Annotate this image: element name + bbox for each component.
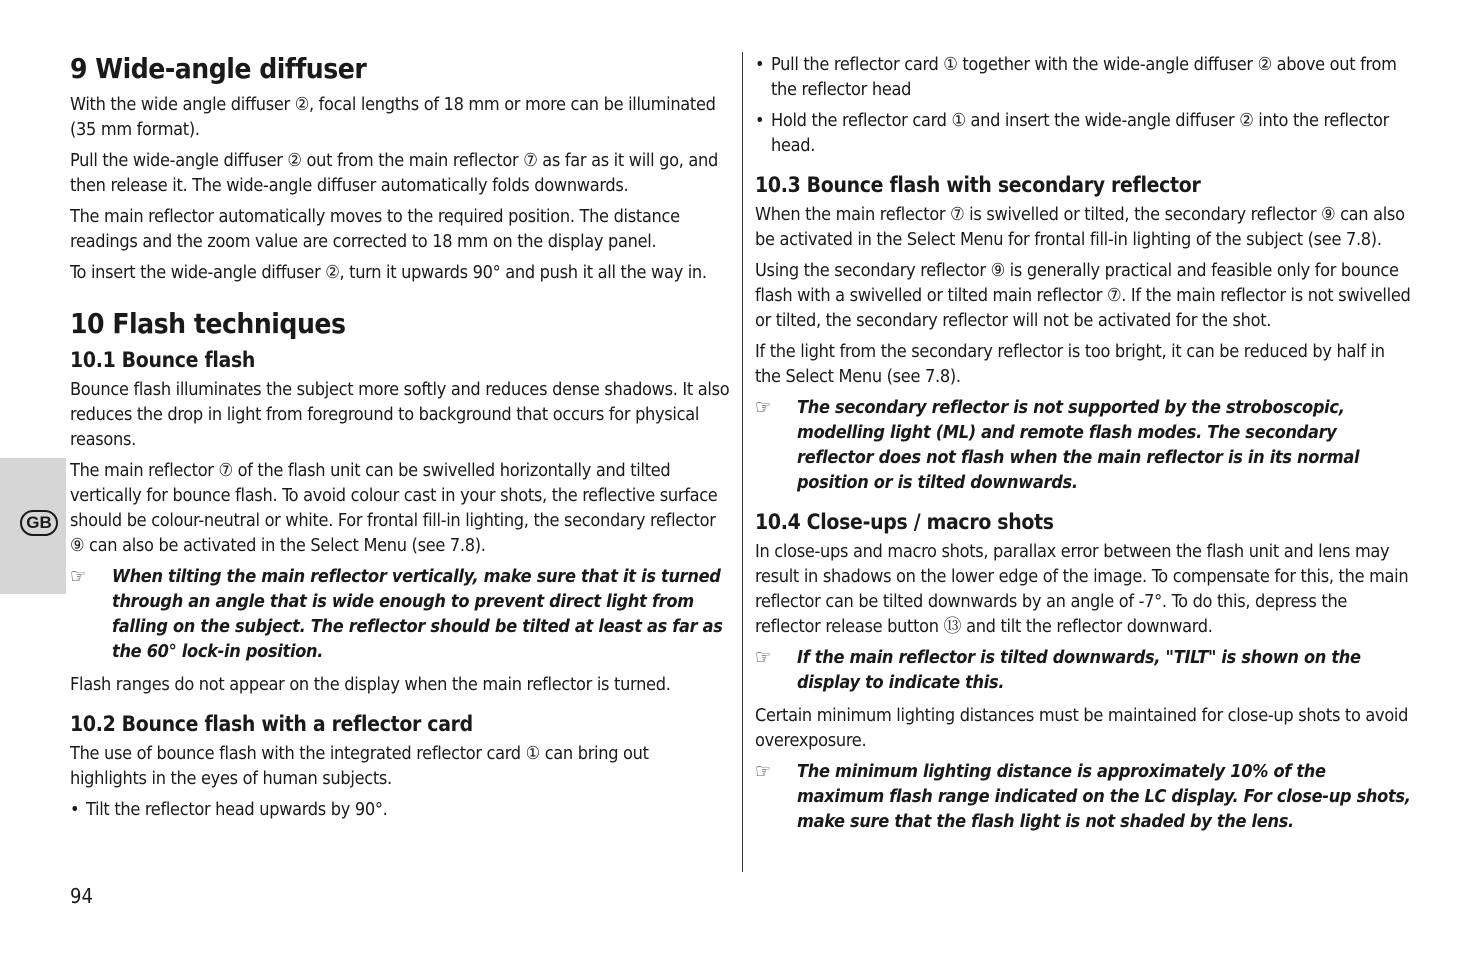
paragraph: Using the secondary reflector ⑨ is generally practical and feasible only for bounce flash with a swivelled or tilted main reflector ⑦. If the main reflector is not swivelled or tilted, the secondary reflector will not be activated for the shot. (755, 260, 1411, 331)
section-10-4-title: 10.4 Close-ups / macro shots (755, 510, 1054, 534)
list-item (755, 52, 1415, 102)
paragraph: If the light from the secondary reflector is too bright, it can be reduced by half in the Select Menu (see 7.8). (755, 341, 1385, 387)
paragraph: Pull the wide-angle diffuser ② out from the main reflector ⑦ as far as it will go, and then release it. The wide-angle diffuser automatically folds downwards. (70, 150, 718, 196)
left-column (70, 52, 730, 828)
pointing-hand-icon: ☞ (755, 645, 772, 669)
list-item (755, 108, 1415, 158)
list-item-text: Tilt the reflector head upwards by 90°. (86, 799, 388, 820)
note-text: The secondary reflector is not supported by the stroboscopic, modelling light (ML) and remote flash modes. The secondary reflector does not flash when the main reflector is in its normal position or is tilted downwards. (797, 397, 1360, 493)
list-item-text: Hold the reflector card ① and insert the wide-angle diffuser ② into the reflector head. (771, 110, 1389, 156)
paragraph: To insert the wide-angle diffuser ②, turn it upwards 90° and push it all the way in. (70, 262, 707, 283)
paragraph: Bounce flash illuminates the subject more softly and reduces dense shadows. It also reduces the drop in light from foreground to background that occurs for physical reasons. (70, 379, 730, 450)
paragraph: The main reflector ⑦ of the flash unit can be swivelled horizontally and tilted vertically for bounce flash. To avoid colour cast in your shots, the reflective surface should be colour-neutral or white. For frontal fill-in lighting, the secondary reflector ⑨ can also be activated in the Select Menu (see 7.8). (70, 460, 718, 556)
language-badge: GB (20, 510, 58, 536)
paragraph: With the wide angle diffuser ②, focal lengths of 18 mm or more can be illuminated (35 mm format). (70, 94, 716, 140)
section-10-3-title: 10.3 Bounce flash with secondary reflector (755, 173, 1201, 197)
note-text: When tilting the main reflector vertically, make sure that it is turned through an angle that is wide enough to prevent direct light from falling on the subject. The reflector should be tilted at least as far as the 60° lock-in position. (112, 566, 723, 662)
note-text: If the main reflector is tilted downwards, "TILT" is shown on the display to indicate this. (797, 647, 1361, 693)
section-10-2-title: 10.2 Bounce flash with a reflector card (70, 712, 473, 736)
note (755, 759, 1415, 834)
section-10-title: 10 Flash techniques (70, 307, 346, 340)
paragraph: Flash ranges do not appear on the display when the main reflector is turned. (70, 674, 671, 695)
section-9-title: 9 Wide-angle diffuser (70, 52, 367, 85)
list-item-text: Pull the reflector card ① together with the wide-angle diffuser ② above out from the reflector head (771, 54, 1397, 100)
note-text: The minimum lighting distance is approximately 10% of the maximum flash range indicated on the LC display. For close-up shots, make sure that the flash light is not shaded by the lens. (797, 761, 1411, 832)
note (755, 395, 1415, 495)
pointing-hand-icon: ☞ (755, 395, 772, 419)
bullet-dot: • (755, 54, 765, 75)
pointing-hand-icon: ☞ (70, 564, 87, 588)
paragraph: When the main reflector ⑦ is swivelled or tilted, the secondary reflector ⑨ can also be activated in the Select Menu for frontal fill-in lighting of the subject (see 7.8). (755, 204, 1405, 250)
section-10-1-title: 10.1 Bounce flash (70, 348, 256, 372)
paragraph: The use of bounce flash with the integrated reflector card ① can bring out highlights in the eyes of human subjects. (70, 743, 649, 789)
paragraph: Certain minimum lighting distances must be maintained for close-up shots to avoid overexposure. (755, 705, 1409, 751)
paragraph: The main reflector automatically moves to the required position. The distance readings and the zoom value are corrected to 18 mm on the display panel. (70, 206, 680, 252)
note (755, 645, 1415, 695)
paragraph: In close-ups and macro shots, parallax error between the flash unit and lens may result in shadows on the lower edge of the image. To compensate for this, the main reflector can be tilted downwards by an angle of -7°. To do this, depress the reflector release button ⑬ and tilt the reflector downward. (755, 541, 1409, 637)
right-column (755, 52, 1415, 842)
note (70, 564, 730, 664)
page-number: 94 (70, 884, 93, 908)
column-divider (742, 52, 743, 872)
bullet-dot: • (755, 110, 765, 131)
bullet-dot: • (70, 799, 80, 820)
pointing-hand-icon: ☞ (755, 759, 772, 783)
list-item (70, 797, 730, 822)
